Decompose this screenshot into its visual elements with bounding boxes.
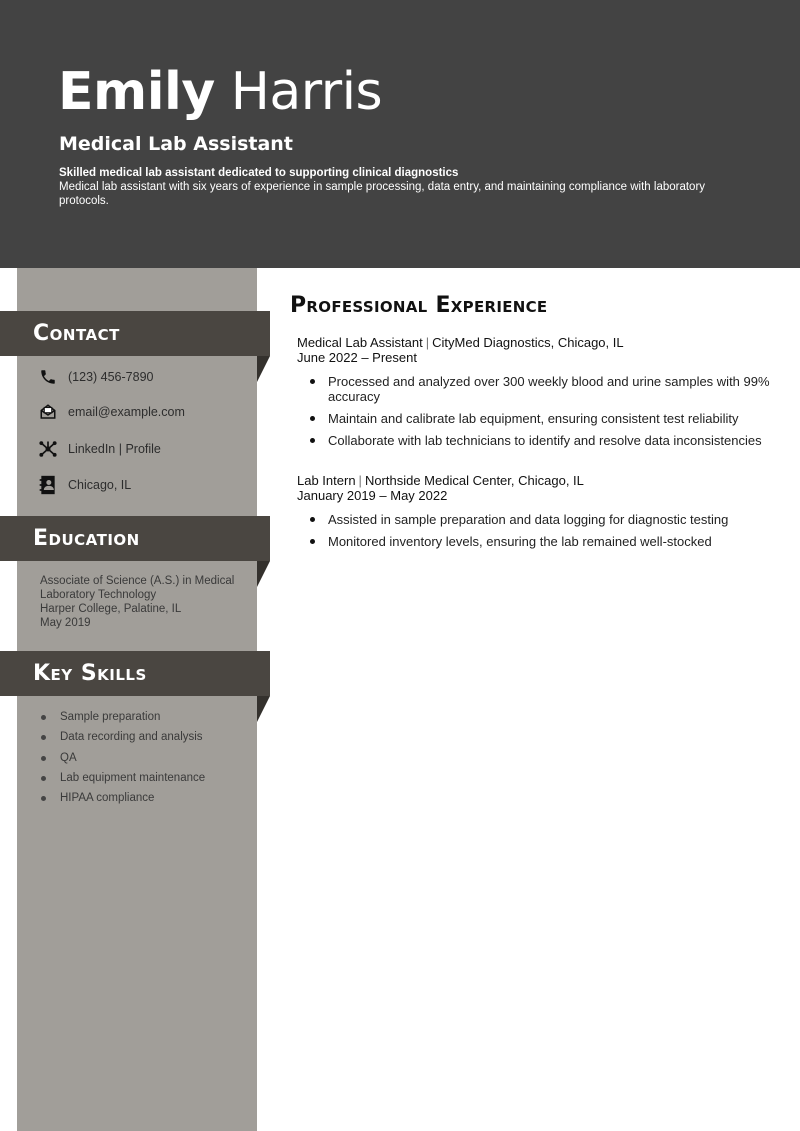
- job-bullets: [297, 374, 787, 448]
- contact-email[interactable]: [38, 401, 185, 423]
- job-dates: June 2022 – Present: [297, 350, 417, 365]
- job-role: Lab Intern: [297, 473, 356, 488]
- tagline: Skilled medical lab assistant dedicated to supporting clinical diagnostics: [59, 167, 459, 179]
- list-item: QA: [40, 751, 205, 765]
- separator: |: [425, 335, 430, 350]
- network-icon: [38, 439, 58, 459]
- contact-heading: Contact: [33, 321, 120, 346]
- list-item: Maintain and calibrate lab equipment, ensuring consistent test reliability: [297, 411, 787, 426]
- contact-linkedin[interactable]: [38, 438, 161, 460]
- last-name: Harris: [230, 62, 383, 122]
- graduation-date: May 2019: [40, 617, 91, 629]
- job-role: Medical Lab Assistant: [297, 335, 423, 350]
- list-item: Assisted in sample preparation and data logging for diagnostic testing: [297, 512, 787, 527]
- list-item: Processed and analyzed over 300 weekly blood and urine samples with 99% accuracy: [297, 374, 787, 404]
- list-item: Lab equipment maintenance: [40, 771, 205, 785]
- job-heading: [297, 473, 787, 488]
- resume-header: [0, 0, 800, 268]
- list-item: Sample preparation: [40, 710, 205, 724]
- list-item: HIPAA compliance: [40, 791, 205, 805]
- phone-text: (123) 456-7890: [68, 370, 154, 384]
- job-title: Medical Lab Assistant: [59, 133, 293, 155]
- separator: |: [358, 473, 362, 488]
- education-heading: Education: [33, 526, 140, 551]
- education-heading-band: [0, 516, 270, 561]
- job-dates: January 2019 – May 2022: [297, 488, 448, 503]
- phone-icon: [38, 367, 58, 387]
- skills-list: [40, 710, 205, 811]
- skills-heading: Key Skills: [33, 661, 147, 686]
- address-book-icon: [38, 475, 58, 495]
- first-name: Emily: [58, 62, 215, 122]
- contact-location: [38, 474, 131, 496]
- job-company: CityMed Diagnostics, Chicago, IL: [432, 335, 624, 350]
- job-heading: [297, 335, 787, 350]
- school: Harper College, Palatine, IL: [40, 603, 182, 615]
- list-item: Data recording and analysis: [40, 730, 205, 744]
- contact-phone: [38, 366, 153, 388]
- band-fold: [257, 561, 270, 587]
- education-entry: [40, 574, 250, 630]
- list-item: Monitored inventory levels, ensuring the lab remained well-stocked: [297, 534, 787, 549]
- job-company: Northside Medical Center, Chicago, IL: [364, 473, 584, 488]
- linkedin-text[interactable]: LinkedIn | Profile: [68, 442, 161, 456]
- contact-heading-band: [0, 311, 270, 356]
- job-bullets: [297, 512, 787, 549]
- sidebar: [17, 268, 257, 1131]
- job-entry: [297, 335, 787, 455]
- band-fold: [257, 356, 270, 382]
- email-text[interactable]: email@example.com: [68, 405, 185, 419]
- job-entry: [297, 473, 787, 556]
- list-item: Collaborate with lab technicians to identify and resolve data inconsistencies: [297, 433, 787, 448]
- summary: Medical lab assistant with six years of experience in sample processing, data entry, and maintaining compliance with laboratory protocols.: [59, 181, 706, 207]
- location-text: Chicago, IL: [68, 478, 132, 492]
- experience-heading: Professional Experience: [290, 293, 548, 318]
- envelope-icon: [38, 402, 58, 422]
- degree-line-1: Associate of Science (A.S.) in Medical: [40, 575, 235, 587]
- skills-heading-band: [0, 651, 270, 696]
- band-fold: [257, 696, 270, 722]
- candidate-name: [58, 60, 382, 124]
- degree-line-2: Laboratory Technology: [40, 589, 157, 601]
